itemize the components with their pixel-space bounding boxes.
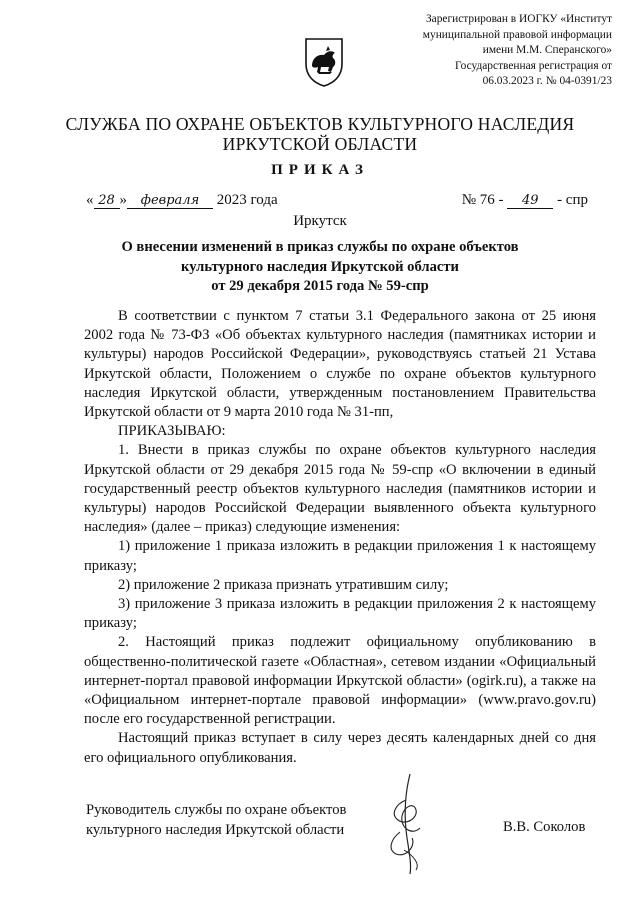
date-year: 2023 года <box>216 192 278 208</box>
signatory-title-line: Руководитель службы по охране объектов <box>86 802 347 818</box>
order-title: ПРИКАЗ <box>271 162 369 178</box>
final-paragraph: Настоящий приказ вступает в силу через десять календарных дней со дня его официального опубликования. <box>84 730 596 766</box>
order-body <box>84 307 596 768</box>
date-open-quote: « <box>86 192 94 208</box>
registration-line: Зарегистрирован в ИОГКУ «Институт <box>425 13 612 25</box>
subject-line: культурного наследия Иркутской области <box>181 258 459 275</box>
date-day: 28 <box>94 194 120 209</box>
subitem-2: 2) приложение 2 приказа признать утратившим силу; <box>118 576 449 593</box>
agency-name-line: СЛУЖБА ПО ОХРАНЕ ОБЪЕКТОВ КУЛЬТУРНОГО НАСЛЕДИЯ <box>65 114 575 134</box>
order-date <box>86 192 278 209</box>
subitem-1: 1) приложение 1 приказа изложить в редакции приложения 1 к настоящему приказу; <box>84 538 596 574</box>
registration-line: муниципальной правовой информации <box>422 28 612 41</box>
registration-line: имени М.М. Сперанского» <box>482 44 612 57</box>
agency-name <box>40 114 600 154</box>
item-1-paragraph: 1. Внести в приказ службы по охране объектов культурного наследия Иркутской области от 29 декабря 2015 года № 59-спр «О включении в единый государственный реестр объектов культурного наследия (памятников истории и культуры) народов Российской Федерации выявленного объекта культурного наследия» (далее – приказ) следующие изменения: <box>84 442 596 536</box>
preamble-paragraph: В соответствии с пунктом 7 статьи 3.1 Федерального закона от 25 июня 2002 года № 73-ФЗ «Об объектах культурного наследия (памятниках истории и культуры) народов Российской Федерации», руководствуясь статьей 21 Устава Иркутской области, Положением о службе по охране объектов культурного наследия Иркутской области, утвержденным постановлением Правительства Иркутской области от 9 марта 2010 года № 31-пп, <box>84 308 596 421</box>
order-subject <box>60 238 580 297</box>
irkutsk-coat-of-arms-icon <box>302 36 346 88</box>
city: Иркутск <box>293 213 347 229</box>
item-2-paragraph: 2. Настоящий приказ подлежит официальному опубликованию в общественно-политической газете «Областная», сетевом издании «Официальный интернет-портал правовой информации Иркутской области» (ogirk.ru), а также на «Официальном интернет-портале правовой информации» (www.pravo.gov.ru) после его государственной регистрации. <box>84 634 596 728</box>
subject-line: О внесении изменений в приказ службы по охране объектов <box>121 239 519 255</box>
signatory-title <box>86 800 386 840</box>
registration-line: Государственная регистрация от <box>455 59 612 72</box>
signatory-title-line: культурного наследия Иркутской области <box>86 822 345 838</box>
agency-name-line: ИРКУТСКОЙ ОБЛАСТИ <box>222 134 418 154</box>
signatory-name: В.В. Соколов <box>503 819 586 835</box>
date-close-quote: » <box>119 192 127 208</box>
number-prefix: № 76 - <box>461 192 504 208</box>
date-month: февраля <box>127 194 213 209</box>
order-word: ПРИКАЗЫВАЮ: <box>118 423 226 440</box>
subject-line: от 29 декабря 2015 года № 59-спр <box>211 278 429 294</box>
order-number <box>462 192 588 209</box>
handwritten-signature <box>360 770 450 880</box>
subitem-3: 3) приложение 3 приказа изложить в редакции приложения 2 к настоящему приказу; <box>84 596 596 632</box>
registration-line: 06.03.2023 г. № 04-0391/23 <box>482 75 612 88</box>
registration-note <box>380 12 612 90</box>
number-suffix: - спр <box>557 192 588 208</box>
number-value: 49 <box>507 194 553 209</box>
